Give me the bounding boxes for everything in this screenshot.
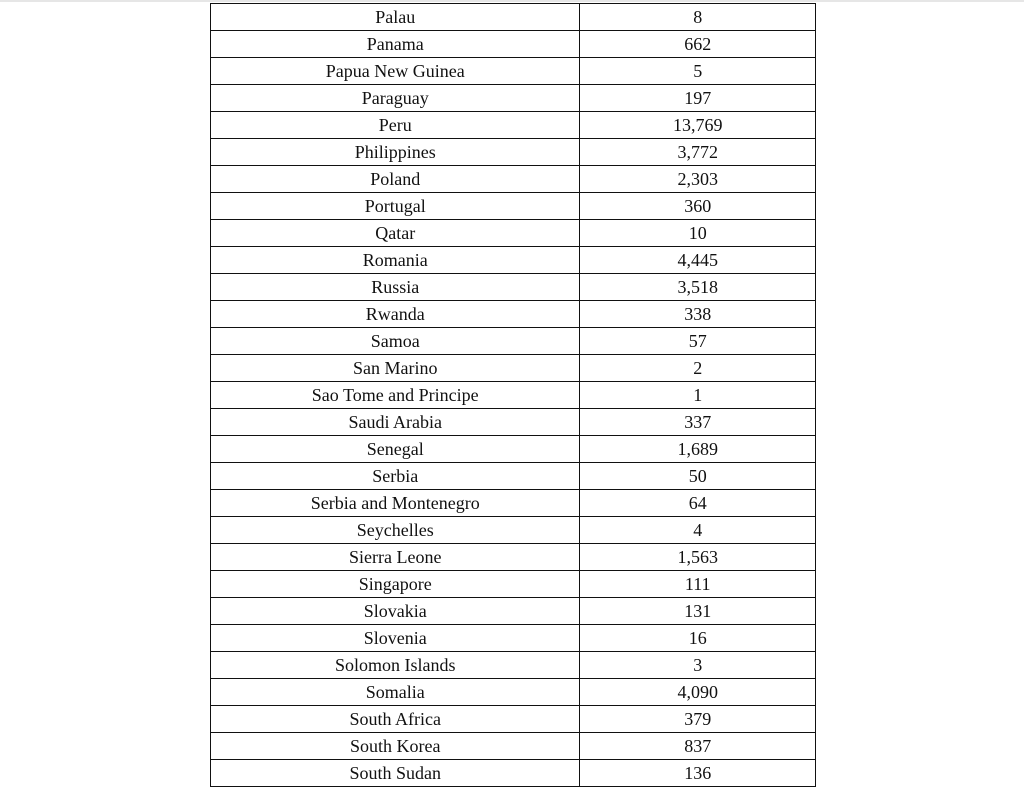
country-cell: Slovenia	[211, 625, 580, 652]
table-row	[211, 112, 816, 139]
value-cell: 337	[580, 409, 816, 436]
table-row	[211, 490, 816, 517]
country-cell: Sierra Leone	[211, 544, 580, 571]
table-row	[211, 58, 816, 85]
country-cell: Poland	[211, 166, 580, 193]
table-row	[211, 571, 816, 598]
table-row	[211, 4, 816, 31]
value-cell: 3,772	[580, 139, 816, 166]
country-cell: South Africa	[211, 706, 580, 733]
table-body	[211, 4, 816, 787]
table-row	[211, 463, 816, 490]
value-cell: 111	[580, 571, 816, 598]
value-cell: 3	[580, 652, 816, 679]
table-row	[211, 355, 816, 382]
value-cell: 360	[580, 193, 816, 220]
table-row	[211, 166, 816, 193]
value-cell: 4,090	[580, 679, 816, 706]
value-cell: 64	[580, 490, 816, 517]
table-row	[211, 85, 816, 112]
table-row	[211, 652, 816, 679]
table-row	[211, 328, 816, 355]
table-row	[211, 382, 816, 409]
country-cell: San Marino	[211, 355, 580, 382]
country-cell: Palau	[211, 4, 580, 31]
country-cell: Russia	[211, 274, 580, 301]
value-cell: 662	[580, 31, 816, 58]
table-row	[211, 247, 816, 274]
table-row	[211, 544, 816, 571]
table-row	[211, 274, 816, 301]
table-row	[211, 625, 816, 652]
table-row	[211, 220, 816, 247]
value-cell: 4	[580, 517, 816, 544]
country-cell: Paraguay	[211, 85, 580, 112]
table-row	[211, 706, 816, 733]
value-cell: 4,445	[580, 247, 816, 274]
table-row	[211, 139, 816, 166]
value-cell: 837	[580, 733, 816, 760]
country-cell: Papua New Guinea	[211, 58, 580, 85]
table-row	[211, 436, 816, 463]
country-cell: Seychelles	[211, 517, 580, 544]
country-cell: Serbia and Montenegro	[211, 490, 580, 517]
country-cell: South Korea	[211, 733, 580, 760]
value-cell: 1,689	[580, 436, 816, 463]
country-cell: Sao Tome and Principe	[211, 382, 580, 409]
table-row	[211, 679, 816, 706]
value-cell: 197	[580, 85, 816, 112]
table-row	[211, 517, 816, 544]
value-cell: 57	[580, 328, 816, 355]
country-cell: Samoa	[211, 328, 580, 355]
value-cell: 13,769	[580, 112, 816, 139]
value-cell: 338	[580, 301, 816, 328]
country-cell: Qatar	[211, 220, 580, 247]
value-cell: 379	[580, 706, 816, 733]
table-row	[211, 31, 816, 58]
value-cell: 3,518	[580, 274, 816, 301]
value-cell: 1	[580, 382, 816, 409]
table-row	[211, 733, 816, 760]
country-cell: Senegal	[211, 436, 580, 463]
country-cell: South Sudan	[211, 760, 580, 787]
country-cell: Philippines	[211, 139, 580, 166]
value-cell: 2,303	[580, 166, 816, 193]
country-cell: Solomon Islands	[211, 652, 580, 679]
country-cell: Saudi Arabia	[211, 409, 580, 436]
country-cell: Romania	[211, 247, 580, 274]
value-cell: 16	[580, 625, 816, 652]
value-cell: 131	[580, 598, 816, 625]
country-cell: Rwanda	[211, 301, 580, 328]
country-cell: Peru	[211, 112, 580, 139]
country-cell: Slovakia	[211, 598, 580, 625]
table-row	[211, 301, 816, 328]
value-cell: 10	[580, 220, 816, 247]
country-cell: Portugal	[211, 193, 580, 220]
country-cell: Panama	[211, 31, 580, 58]
table-row	[211, 760, 816, 787]
value-cell: 136	[580, 760, 816, 787]
value-cell: 1,563	[580, 544, 816, 571]
table-row	[211, 598, 816, 625]
value-cell: 8	[580, 4, 816, 31]
table-row	[211, 409, 816, 436]
country-cell: Singapore	[211, 571, 580, 598]
viewer-top-edge	[0, 0, 1024, 2]
value-cell: 5	[580, 58, 816, 85]
value-cell: 2	[580, 355, 816, 382]
value-cell: 50	[580, 463, 816, 490]
country-cell: Serbia	[211, 463, 580, 490]
country-table	[210, 3, 816, 787]
table-row	[211, 193, 816, 220]
country-cell: Somalia	[211, 679, 580, 706]
